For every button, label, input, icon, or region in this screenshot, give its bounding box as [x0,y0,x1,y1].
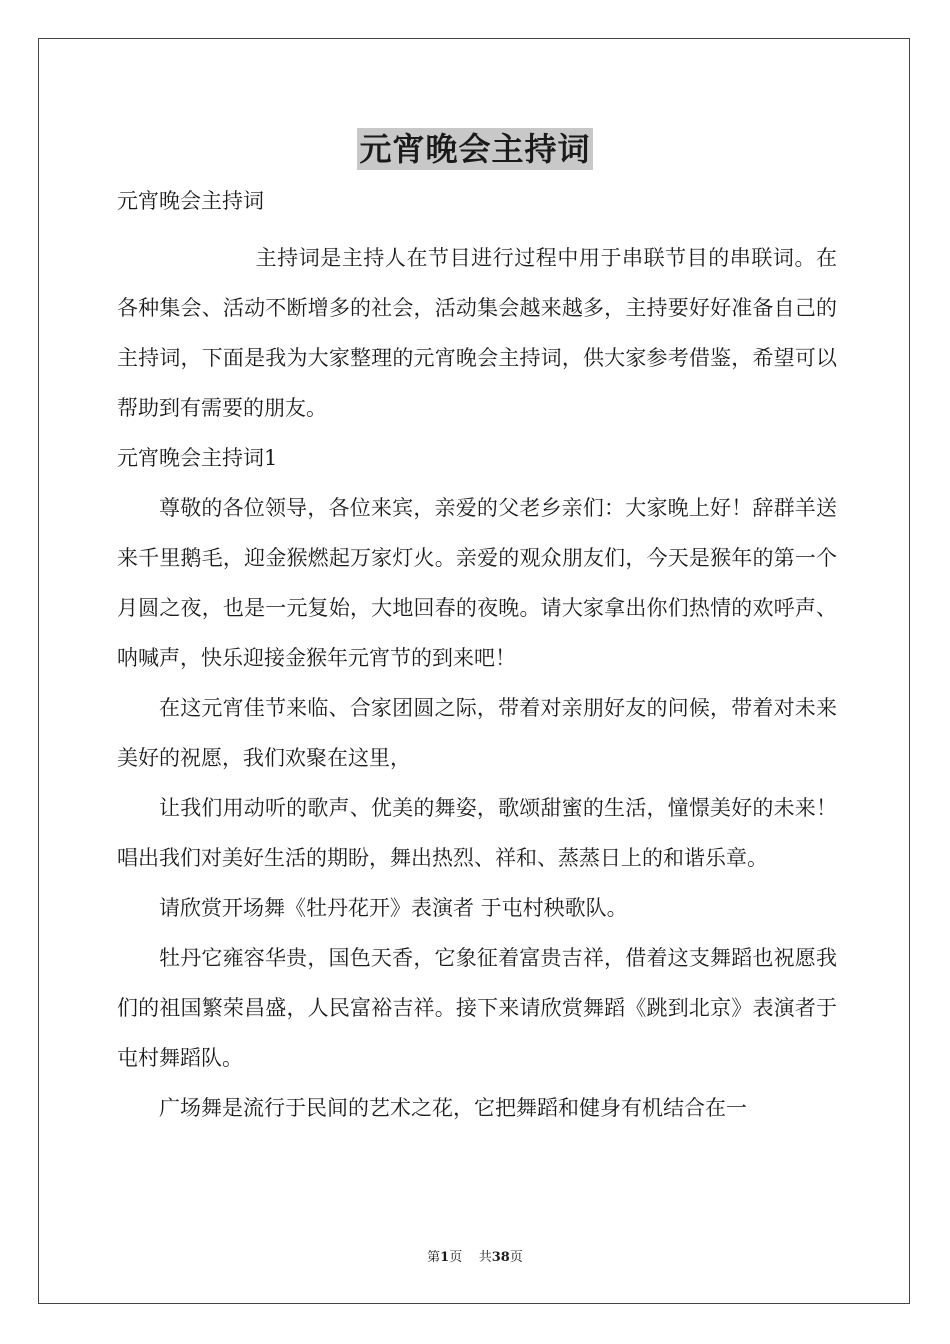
page-footer [0,1246,950,1265]
total-pages: 38 [491,1250,510,1265]
body-paragraph: 牡丹它雍容华贵，国色天香，它象征着富贵吉祥，借着这支舞蹈也祝愿我们的祖国繁荣昌盛，人民富裕吉祥。接下来请欣赏舞蹈《跳到北京》表演者于屯村舞蹈队。 [117,946,837,1070]
body-paragraph: 让我们用动听的歌声、优美的舞姿，歌颂甜蜜的生活，憧憬美好的未来！唱出我们对美好生活的期盼，舞出热烈、祥和、蒸蒸日上的和谐乐章。 [117,796,837,870]
body-paragraph: 尊敬的各位领导，各位来宾，亲爱的父老乡亲们：大家晚上好！辞群羊送来千里鹅毛，迎金猴燃起万家灯火。亲爱的观众朋友们，今天是猴年的第一个月圆之夜，也是一元复始，大地回春的夜晚。请大家拿出你们热情的欢呼声、呐喊声，快乐迎接金猴年元宵节的到来吧！ [117,496,837,670]
body-paragraph: 广场舞是流行于民间的艺术之花，它把舞蹈和健身有机结合在一 [159,1096,747,1120]
title-container [0,128,950,170]
section-heading: 元宵晚会主持词1 [117,446,278,470]
document-body [117,176,837,1133]
body-paragraph: 请欣赏开场舞《牡丹花开》表演者 于屯村秧歌队。 [159,896,628,920]
total-suffix: 页 [509,1250,523,1265]
total-prefix: 共 [478,1250,492,1265]
page-number: 1 [440,1250,450,1265]
page-suffix: 页 [449,1250,463,1265]
document-subtitle: 元宵晚会主持词 [117,189,264,213]
page-prefix: 第 [427,1250,441,1265]
body-paragraph: 在这元宵佳节来临、合家团圆之际，带着对亲朋好友的问候，带着对未来美好的祝愿，我们欢聚在这里， [117,696,837,770]
document-title: 元宵晚会主持词 [359,130,591,168]
intro-paragraph: 主持词是主持人在节目进行过程中用于串联节目的串联词。在各种集会、活动不断增多的社会，活动集会越来越多，主持要好好准备自己的主持词，下面是我为大家整理的元宵晚会主持词，供大家参考借鉴，希望可以帮助到有需要的朋友。 [117,246,837,420]
